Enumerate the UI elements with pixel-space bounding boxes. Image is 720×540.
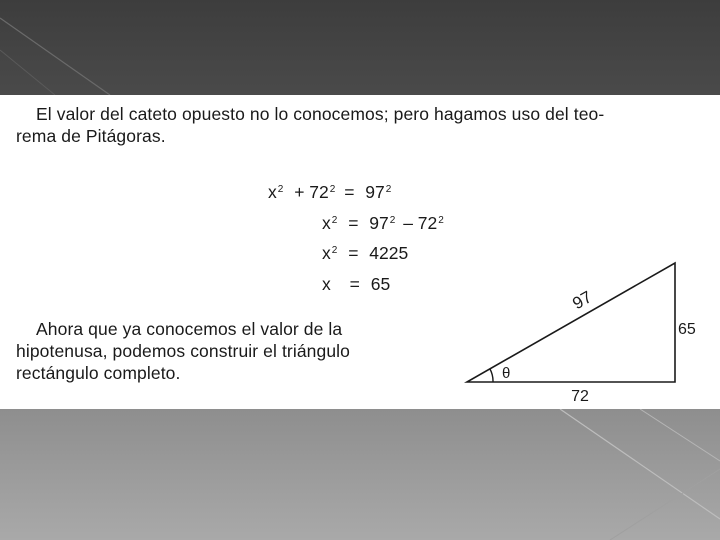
equation-1: $x^2 + 72^2 = 97^2$ (268, 182, 392, 202)
equation-3: $x^2 = 4225$ (322, 243, 409, 263)
slide-background-top (0, 0, 720, 95)
right-triangle-diagram (455, 255, 715, 405)
slide-background-bottom (0, 409, 720, 540)
conclusion-paragraph (16, 318, 416, 384)
decorative-lines-bottom (0, 409, 720, 540)
conclusion-line-1: Ahora que ya conocemos el valor de la (36, 319, 343, 339)
adjacent-side-label: 72 (571, 388, 589, 405)
intro-paragraph (16, 103, 706, 147)
equation-4: x = 65 (322, 274, 391, 294)
triangle-shape (467, 263, 675, 382)
intro-line-1: El valor del cateto opuesto no lo conocemos; pero hagamos uso del teo- (36, 104, 605, 124)
decorative-lines (0, 0, 720, 95)
intro-line-2: rema de Pitágoras. (16, 126, 166, 146)
angle-label: θ (502, 365, 511, 382)
conclusion-line-2: hipotenusa, podemos construir el triángulo (16, 341, 350, 361)
equation-2: $x^2 = 97^2 - 72^2$ (322, 213, 444, 233)
conclusion-line-3: rectángulo completo. (16, 363, 181, 383)
angle-arc (490, 369, 493, 382)
opposite-side-label: 65 (678, 321, 696, 338)
slide-content (0, 95, 720, 409)
hypotenuse-label: 97 (569, 287, 596, 314)
